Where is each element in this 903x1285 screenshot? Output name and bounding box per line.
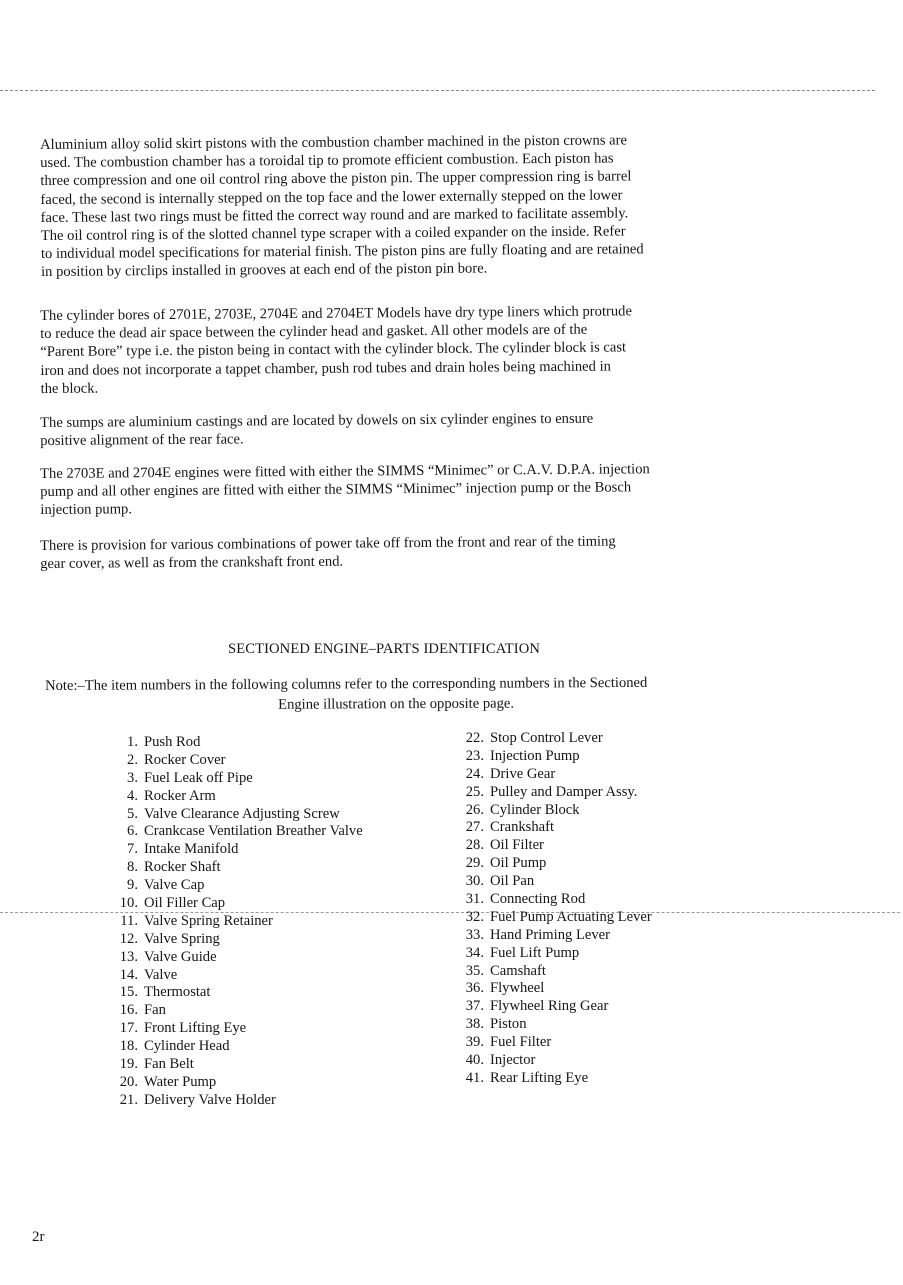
part-number: 20.	[119, 1073, 138, 1090]
part-number: 17.	[119, 1020, 138, 1037]
part-number: 22.	[465, 730, 484, 746]
part-item	[108, 949, 363, 967]
part-item	[450, 891, 652, 909]
paragraph-line: gear cover, as well as from the crankshaft front end.	[40, 553, 344, 573]
part-number: 14.	[119, 966, 138, 983]
parts-list-right	[450, 730, 652, 1088]
part-name: Oil Filler Cap	[144, 895, 226, 912]
paragraph-line: three compression and one oil control ring above the piston pin. The upper compression ring is barrel	[40, 168, 632, 190]
paragraph-line: The oil control ring is of the slotted channel type scraper with a coiled expander on the inside. Refer	[40, 223, 626, 245]
part-item	[450, 819, 652, 837]
note-line-1: Note:–The item numbers in the following columns refer to the corresponding numbers in the Sectioned	[45, 674, 648, 694]
part-item	[450, 980, 652, 998]
paragraph-cylinder-bores	[40, 302, 633, 398]
top-rule	[0, 90, 875, 91]
part-item	[450, 855, 652, 873]
note-line-2: Engine illustration on the opposite page.	[278, 695, 515, 713]
part-name: Push Rod	[144, 734, 201, 750]
paragraph-line: Aluminium alloy solid skirt pistons with the combustion chamber machined in the piston crowns are	[40, 132, 628, 153]
paragraph-line: iron and does not incorporate a tappet chamber, push rod tubes and drain holes being machined in	[40, 358, 611, 379]
part-number: 18.	[119, 1038, 138, 1055]
part-item	[108, 1092, 363, 1110]
part-name: Rear Lifting Eye	[490, 1069, 589, 1086]
part-number: 21.	[119, 1091, 138, 1108]
part-item	[450, 837, 652, 855]
paragraph-line: The cylinder bores of 2701E, 2703E, 2704E and 2704ET Models have dry type liners which protrude	[40, 303, 632, 324]
paragraph-line: injection pump.	[40, 501, 133, 519]
part-item	[108, 1038, 363, 1056]
paragraph-line: used. The combustion chamber has a toroidal tip to promote efficient combustion. Each piston has	[40, 150, 614, 172]
part-name: Cylinder Head	[144, 1038, 230, 1055]
part-name: Oil Filter	[490, 837, 544, 854]
part-name: Crankcase Ventilation Breather Valve	[144, 823, 363, 840]
part-number: 10.	[119, 895, 138, 912]
part-item	[108, 913, 363, 931]
part-name: Fuel Filter	[490, 1034, 552, 1051]
part-name: Oil Pan	[490, 873, 535, 890]
part-item	[450, 1016, 652, 1034]
part-name: Oil Pump	[490, 855, 547, 872]
part-number: 36.	[465, 980, 484, 997]
part-item	[450, 1034, 652, 1052]
part-number: 37.	[465, 998, 484, 1015]
part-item	[108, 931, 363, 949]
paragraph-line: faced, the second is internally stepped on the top face and the lower externally stepped on the lower	[40, 187, 623, 208]
part-name: Fuel Pump Actuating Lever	[490, 908, 652, 925]
part-number: 9.	[127, 877, 138, 894]
part-item	[450, 1052, 652, 1070]
part-name: Flywheel Ring Gear	[490, 998, 609, 1015]
part-name: Valve	[144, 966, 178, 983]
part-item	[108, 770, 363, 788]
paragraph-sumps	[40, 410, 593, 451]
parts-list-left	[108, 734, 363, 1110]
part-number: 26.	[465, 801, 484, 818]
part-name: Injection Pump	[490, 747, 580, 764]
part-item	[450, 730, 652, 748]
part-number: 41.	[465, 1069, 484, 1086]
part-name: Valve Clearance Adjusting Screw	[144, 805, 340, 822]
part-number: 7.	[127, 841, 138, 858]
part-name: Valve Spring Retainer	[144, 912, 273, 929]
part-name: Pulley and Damper Assy.	[490, 783, 638, 800]
part-name: Rocker Shaft	[144, 859, 221, 876]
part-name: Cylinder Block	[490, 801, 580, 818]
part-number: 28.	[465, 837, 484, 854]
paragraph-line: The sumps are aluminium castings and are located by dowels on six cylinder engines to ensure	[40, 410, 594, 431]
paragraph-pistons	[40, 131, 644, 281]
part-name: Hand Priming Lever	[490, 926, 610, 943]
part-number: 34.	[465, 944, 484, 961]
paragraph-line: pump and all other engines are fitted with either the SIMMS “Minimec” injection pump or the Bosch	[40, 479, 632, 501]
part-name: Fuel Lift Pump	[490, 944, 580, 961]
part-item	[108, 1056, 363, 1074]
part-number: 13.	[119, 948, 138, 965]
part-number: 35.	[465, 962, 484, 979]
part-item	[108, 806, 363, 824]
paragraph-injection-pump	[40, 460, 650, 519]
paragraph-line: “Parent Bore” type i.e. the piston being in contact with the cylinder block. The cylinder block is cast	[40, 339, 627, 361]
part-name: Camshaft	[490, 962, 546, 979]
paragraph-line: in position by circlips installed in grooves at each end of the piston pin bore.	[41, 260, 488, 281]
part-item	[108, 1002, 363, 1020]
part-number: 11.	[120, 912, 138, 929]
part-number: 19.	[119, 1056, 138, 1073]
part-name: Front Lifting Eye	[144, 1020, 247, 1037]
part-name: Rocker Arm	[144, 787, 216, 804]
part-number: 12.	[119, 930, 138, 947]
part-number: 30.	[465, 873, 484, 890]
part-name: Intake Manifold	[144, 841, 239, 858]
paragraph-line: There is provision for various combinations of power take off from the front and rear of the timing	[40, 533, 616, 554]
part-name: Thermostat	[144, 984, 211, 1001]
part-item	[108, 895, 363, 913]
part-number: 4.	[127, 787, 138, 804]
section-heading: SECTIONED ENGINE–PARTS IDENTIFICATION	[228, 641, 540, 657]
part-name: Crankshaft	[490, 819, 555, 836]
part-number: 5.	[127, 805, 138, 822]
part-item	[108, 1020, 363, 1038]
part-number: 24.	[465, 765, 484, 782]
part-item	[108, 984, 363, 1002]
part-name: Valve Cap	[144, 877, 205, 894]
part-number: 32.	[465, 908, 484, 925]
part-name: Delivery Valve Holder	[144, 1091, 276, 1108]
part-item	[450, 927, 652, 945]
part-number: 40.	[465, 1052, 484, 1069]
part-name: Valve Guide	[144, 948, 217, 965]
paragraph-line: to reduce the dead air space between the cylinder head and gasket. All other models are of the	[40, 321, 588, 343]
part-number: 23.	[465, 747, 484, 764]
part-item	[108, 877, 363, 895]
paragraph-line: to individual model specifications for material finish. The piston pins are fully floating and are retained	[40, 241, 644, 263]
part-item	[108, 1074, 363, 1092]
part-number: 3.	[127, 769, 138, 786]
part-name: Connecting Rod	[490, 891, 586, 908]
part-name: Injector	[490, 1052, 536, 1069]
part-number: 8.	[127, 859, 138, 876]
part-item	[450, 802, 652, 820]
part-number: 27.	[465, 819, 484, 836]
part-item	[108, 752, 363, 770]
part-item	[450, 766, 652, 784]
part-number: 15.	[119, 984, 138, 1001]
part-item	[450, 963, 652, 981]
part-item	[450, 748, 652, 766]
part-number: 16.	[119, 1002, 138, 1019]
part-name: Stop Control Lever	[490, 730, 603, 746]
part-number: 2.	[127, 751, 138, 768]
part-number: 39.	[465, 1034, 484, 1051]
part-name: Rocker Cover	[144, 751, 226, 768]
part-name: Drive Gear	[490, 765, 556, 782]
paragraph-line: positive alignment of the rear face.	[40, 431, 244, 450]
part-name: Piston	[490, 1016, 527, 1033]
part-number: 1.	[127, 734, 138, 750]
part-number: 38.	[465, 1016, 484, 1033]
part-item	[450, 909, 652, 927]
paragraph-line: The 2703E and 2704E engines were fitted with either the SIMMS “Minimec” or C.A.V. D.P.A. injection	[40, 461, 650, 482]
part-name: Flywheel	[490, 980, 545, 997]
part-item	[108, 841, 363, 859]
part-item	[108, 967, 363, 985]
part-item	[450, 998, 652, 1016]
part-number: 25.	[465, 783, 484, 800]
part-item	[108, 788, 363, 806]
part-item	[108, 734, 363, 752]
part-item	[108, 823, 363, 841]
part-name: Water Pump	[144, 1073, 217, 1090]
part-name: Fan Belt	[144, 1056, 194, 1073]
part-name: Fan	[144, 1002, 166, 1019]
note	[45, 673, 647, 716]
paragraph-line: the block.	[40, 380, 99, 397]
part-item	[450, 873, 652, 891]
part-item	[108, 859, 363, 877]
paragraph-power-take-off	[40, 532, 616, 573]
part-item	[450, 784, 652, 802]
part-number: 29.	[465, 855, 484, 872]
part-item	[450, 945, 652, 963]
page-number: 2r	[32, 1229, 45, 1245]
part-item	[450, 1070, 652, 1088]
part-number: 6.	[127, 823, 138, 840]
part-number: 33.	[465, 926, 484, 943]
part-name: Fuel Leak off Pipe	[144, 769, 253, 786]
part-name: Valve Spring	[144, 930, 220, 947]
paragraph-line: face. These last two rings must be fitted the correct way round and are marked to facilitate assembly.	[40, 205, 629, 226]
part-number: 31.	[465, 891, 484, 908]
